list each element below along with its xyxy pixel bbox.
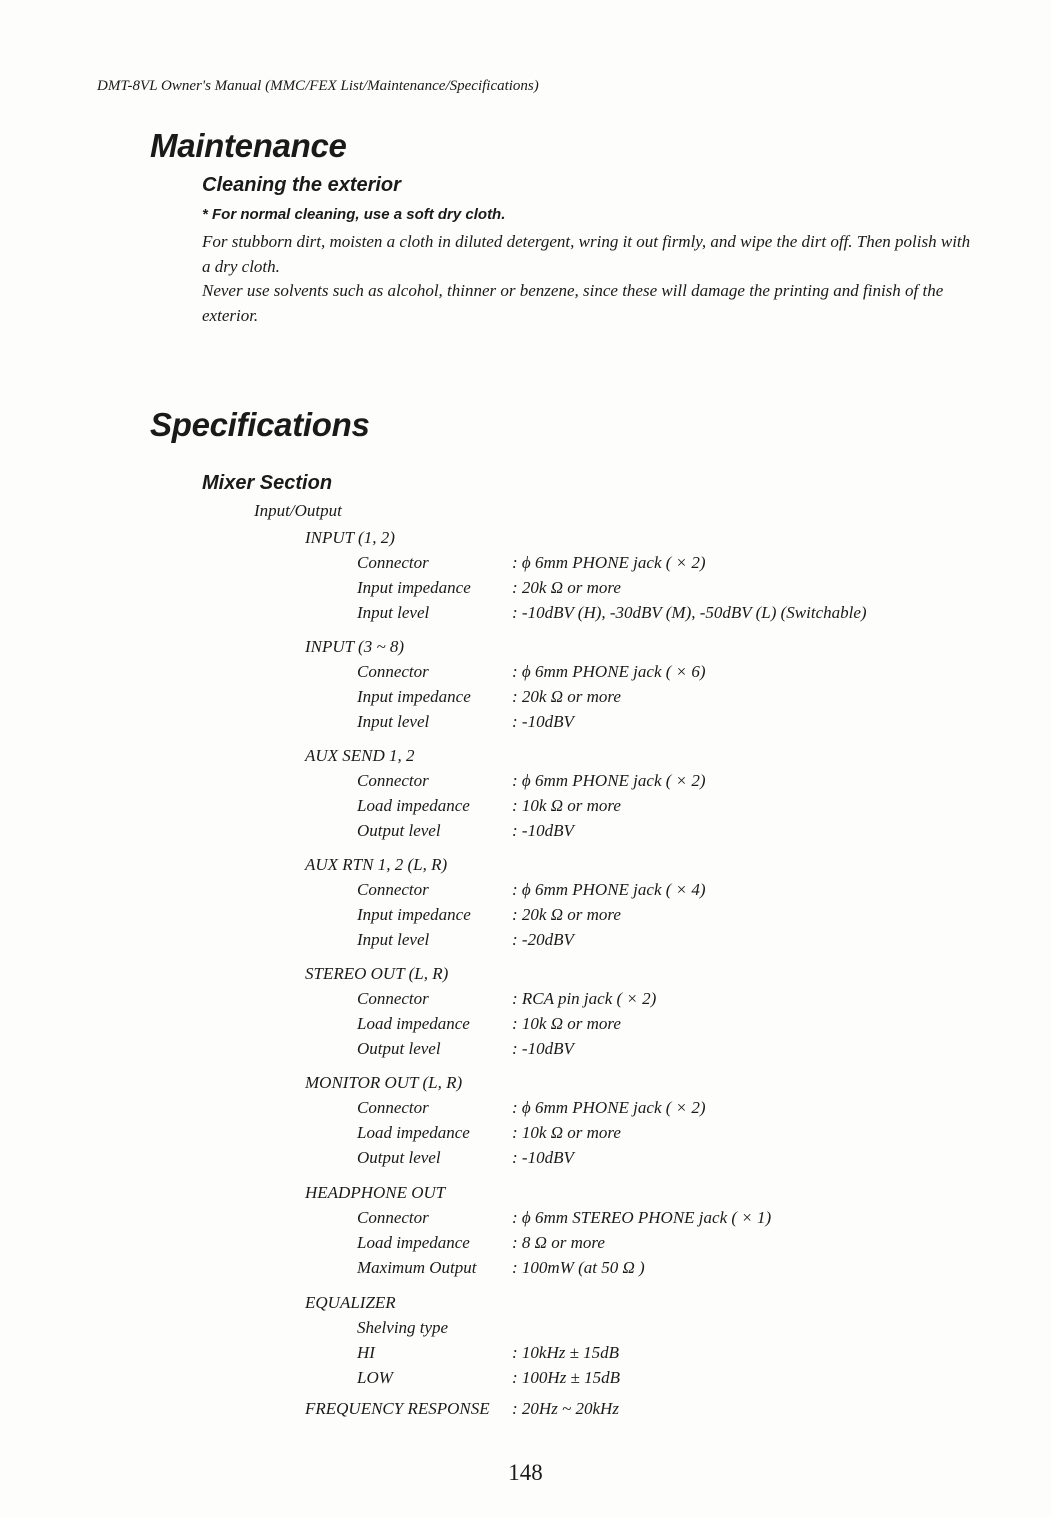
spec-label: Connector bbox=[357, 1208, 429, 1227]
spec-group bbox=[305, 525, 867, 625]
spec-row bbox=[305, 1315, 449, 1340]
spec-value: : ϕ 6mm PHONE jack ( × 4) bbox=[512, 880, 706, 899]
spec-row bbox=[305, 793, 621, 818]
spec-row bbox=[305, 575, 621, 600]
specifications-heading: Specifications bbox=[150, 406, 370, 443]
spec-group bbox=[305, 634, 706, 734]
spec-row bbox=[305, 818, 574, 843]
spec-label: Load impedance bbox=[357, 1014, 470, 1033]
spec-row bbox=[305, 1120, 621, 1145]
spec-label: Connector bbox=[357, 1098, 429, 1117]
spec-value: : ϕ 6mm PHONE jack ( × 2) bbox=[512, 553, 706, 572]
spec-group-title: AUX RTN 1, 2 (L, R) bbox=[305, 855, 448, 874]
cleaning-paragraphs bbox=[202, 230, 972, 328]
spec-label: Input impedance bbox=[357, 905, 471, 924]
spec-row bbox=[305, 550, 706, 575]
spec-row bbox=[305, 1145, 574, 1170]
spec-row bbox=[305, 600, 867, 625]
cleaning-note: * For normal cleaning, use a soft dry cloth. bbox=[202, 206, 506, 223]
spec-value: : 100mW (at 50 Ω ) bbox=[512, 1258, 645, 1277]
spec-row bbox=[305, 709, 574, 734]
spec-group-title: EQUALIZER bbox=[305, 1293, 396, 1312]
spec-row bbox=[305, 1095, 706, 1120]
cleaning-subheading: Cleaning the exterior bbox=[202, 174, 401, 196]
cleaning-paragraph-2: Never use solvents such as alcohol, thinner or benzene, since these will damage the printing and finish of the exterior. bbox=[202, 281, 944, 325]
spec-label: Connector bbox=[357, 771, 429, 790]
spec-row bbox=[305, 927, 574, 952]
spec-row bbox=[305, 1255, 645, 1280]
mixer-section-heading: Mixer Section bbox=[202, 472, 333, 494]
frequency-response-label: FREQUENCY RESPONSE bbox=[305, 1399, 490, 1418]
spec-row bbox=[305, 659, 706, 684]
spec-label: Connector bbox=[357, 553, 429, 572]
spec-group-title: STEREO OUT (L, R) bbox=[305, 964, 449, 983]
running-header: DMT-8VL Owner's Manual (MMC/FEX List/Maintenance/Specifications) bbox=[97, 78, 539, 94]
frequency-response-value: : 20Hz ~ 20kHz bbox=[512, 1399, 619, 1418]
spec-value: : ϕ 6mm PHONE jack ( × 2) bbox=[512, 771, 706, 790]
spec-group bbox=[305, 1290, 621, 1390]
spec-label: Input level bbox=[357, 930, 430, 949]
spec-label: Input level bbox=[357, 712, 430, 731]
spec-label: Output level bbox=[357, 821, 441, 840]
input-output-label: Input/Output bbox=[254, 501, 342, 520]
spec-row bbox=[305, 1340, 620, 1365]
spec-value: : -10dBV bbox=[512, 821, 574, 840]
spec-value: : -20dBV bbox=[512, 930, 574, 949]
spec-label: HI bbox=[357, 1343, 375, 1362]
spec-row bbox=[305, 768, 706, 793]
spec-label: Load impedance bbox=[357, 1233, 470, 1252]
spec-group-title: MONITOR OUT (L, R) bbox=[305, 1073, 463, 1092]
spec-value: : 100Hz ± 15dB bbox=[512, 1368, 621, 1387]
page-number: 148 bbox=[508, 1460, 543, 1485]
spec-row bbox=[305, 1365, 621, 1390]
spec-value: : 20k Ω or more bbox=[512, 687, 621, 706]
spec-label: Load impedance bbox=[357, 796, 470, 815]
spec-value: : 20k Ω or more bbox=[512, 578, 621, 597]
spec-label: Input impedance bbox=[357, 687, 471, 706]
spec-value: : ϕ 6mm STEREO PHONE jack ( × 1) bbox=[512, 1208, 772, 1227]
spec-row bbox=[305, 684, 621, 709]
spec-label: Maximum Output bbox=[357, 1258, 477, 1277]
spec-group bbox=[305, 1070, 706, 1170]
spec-value: : RCA pin jack ( × 2) bbox=[512, 989, 657, 1008]
spec-label: Connector bbox=[357, 880, 429, 899]
spec-group-title: AUX SEND 1, 2 bbox=[305, 746, 415, 765]
spec-value: : -10dBV bbox=[512, 712, 574, 731]
spec-row bbox=[305, 877, 706, 902]
spec-label: Input impedance bbox=[357, 578, 471, 597]
spec-value: : 10k Ω or more bbox=[512, 1014, 621, 1033]
cleaning-paragraph-1: For stubborn dirt, moisten a cloth in diluted detergent, wring it out firmly, and wipe the dirt off. Then polish with a dry cloth. bbox=[202, 232, 971, 276]
spec-row bbox=[305, 986, 657, 1011]
spec-group-title: INPUT (1, 2) bbox=[305, 528, 395, 547]
spec-label: Load impedance bbox=[357, 1123, 470, 1142]
spec-label: Shelving type bbox=[357, 1318, 449, 1337]
spec-value: : 10k Ω or more bbox=[512, 1123, 621, 1142]
spec-label: Output level bbox=[357, 1148, 441, 1167]
spec-value: : 8 Ω or more bbox=[512, 1233, 605, 1252]
spec-value: : -10dBV bbox=[512, 1039, 574, 1058]
spec-value: : ϕ 6mm PHONE jack ( × 2) bbox=[512, 1098, 706, 1117]
spec-row bbox=[305, 1230, 605, 1255]
spec-row bbox=[305, 1036, 574, 1061]
spec-value: : 10kHz ± 15dB bbox=[512, 1343, 620, 1362]
spec-value: : -10dBV (H), -30dBV (M), -50dBV (L) (Switchable) bbox=[512, 603, 867, 622]
spec-label: Connector bbox=[357, 989, 429, 1008]
spec-value: : ϕ 6mm PHONE jack ( × 6) bbox=[512, 662, 706, 681]
spec-row bbox=[305, 1205, 772, 1230]
spec-group-title: INPUT (3 ~ 8) bbox=[305, 637, 405, 656]
spec-row bbox=[305, 1011, 621, 1036]
spec-label: Input level bbox=[357, 603, 430, 622]
spec-value: : 10k Ω or more bbox=[512, 796, 621, 815]
spec-group-title: HEADPHONE OUT bbox=[305, 1183, 446, 1202]
spec-label: LOW bbox=[357, 1368, 393, 1387]
spec-label: Output level bbox=[357, 1039, 441, 1058]
spec-group bbox=[305, 1180, 772, 1280]
maintenance-heading: Maintenance bbox=[150, 127, 347, 164]
spec-row bbox=[305, 902, 621, 927]
spec-group bbox=[305, 852, 706, 952]
frequency-response bbox=[305, 1399, 619, 1419]
spec-value: : -10dBV bbox=[512, 1148, 574, 1167]
spec-value: : 20k Ω or more bbox=[512, 905, 621, 924]
spec-group bbox=[305, 961, 657, 1061]
spec-group bbox=[305, 743, 706, 843]
spec-label: Connector bbox=[357, 662, 429, 681]
